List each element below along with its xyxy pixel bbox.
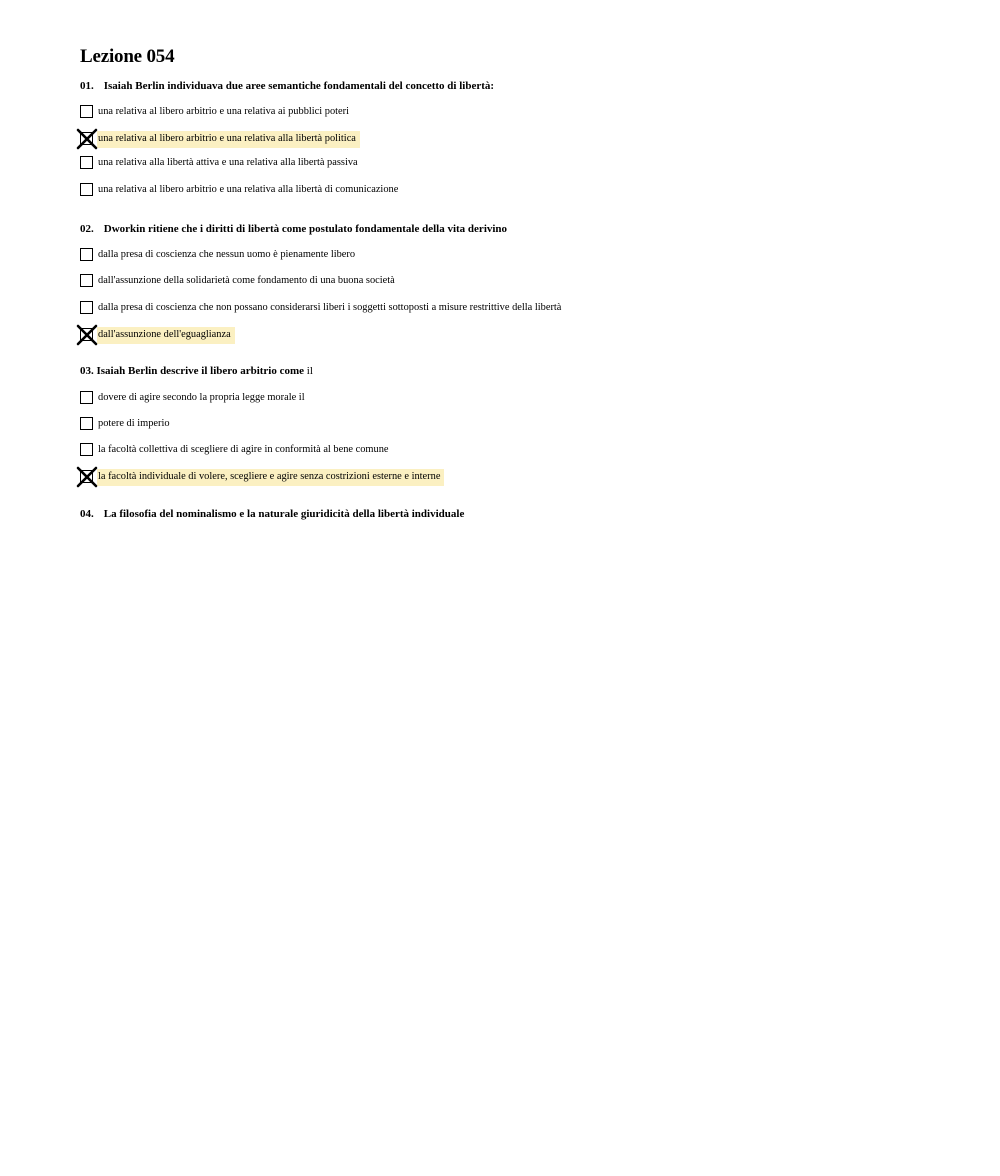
option-label: dall'assunzione della solidarietà come fondamento di una buona società — [98, 275, 395, 286]
checkbox[interactable] — [80, 417, 93, 430]
question-number: 01. — [80, 80, 94, 92]
checkbox[interactable] — [80, 301, 93, 314]
question-04 — [80, 508, 464, 520]
option-label: una relativa al libero arbitrio e una relativa ai pubblici poteri — [98, 106, 350, 117]
option-label: la facoltà individuale di volere, scegliere e agire senza costrizioni esterne e interne — [97, 469, 444, 486]
question-text: Isaiah Berlin individuava due aree semantiche fondamentali del concetto di libertà: — [103, 80, 495, 92]
question-number: 03. — [80, 365, 94, 377]
option-label: potere di imperio — [98, 418, 170, 429]
option-label: una relativa alla libertà attiva e una relativa alla libertà passiva — [98, 157, 358, 168]
checkbox[interactable] — [80, 274, 93, 287]
question-text: Dworkin ritiene che i diritti di libertà come postulato fondamentale della vita derivino — [103, 223, 508, 235]
page-top-mark: ' — [457, 0, 459, 4]
checkbox[interactable] — [80, 183, 93, 196]
cross-mark-icon — [75, 465, 99, 489]
option-label: dovere di agire secondo la propria legge morale il — [98, 392, 305, 403]
question-text: La filosofia del nominalismo e la naturale giuridicità della libertà individuale — [103, 508, 465, 520]
checkbox[interactable] — [80, 248, 93, 261]
option-label: una relativa al libero arbitrio e una relativa alla libertà di comunicazione — [98, 184, 399, 195]
checkbox[interactable] — [80, 156, 93, 169]
option-label: la facoltà collettiva di scegliere di agire in conformità al bene comune — [98, 444, 389, 455]
option-label: una relativa al libero arbitrio e una relativa alla libertà politica — [97, 131, 360, 148]
checkbox[interactable] — [80, 105, 93, 118]
question-number: 04. — [80, 508, 94, 520]
cross-mark-icon — [75, 127, 99, 151]
question-02 — [80, 223, 507, 235]
checkbox[interactable] — [80, 391, 93, 404]
question-text-tail: il — [306, 365, 313, 377]
cross-mark-icon — [75, 323, 99, 347]
option-label: dall'assunzione dell'eguaglianza — [97, 327, 235, 344]
question-01 — [80, 80, 494, 92]
question-text: Isaiah Berlin descrive il libero arbitrio come — [96, 365, 305, 377]
option-label: dalla presa di coscienza che non possano considerarsi liberi i soggetti sottoposti a misure restrittive della libertà — [98, 302, 562, 313]
checkbox[interactable] — [80, 443, 93, 456]
lesson-title: Lezione 054 — [80, 46, 175, 67]
question-number: 02. — [80, 223, 94, 235]
question-03 — [80, 365, 313, 377]
option-label: dalla presa di coscienza che nessun uomo è pienamente libero — [98, 249, 356, 260]
